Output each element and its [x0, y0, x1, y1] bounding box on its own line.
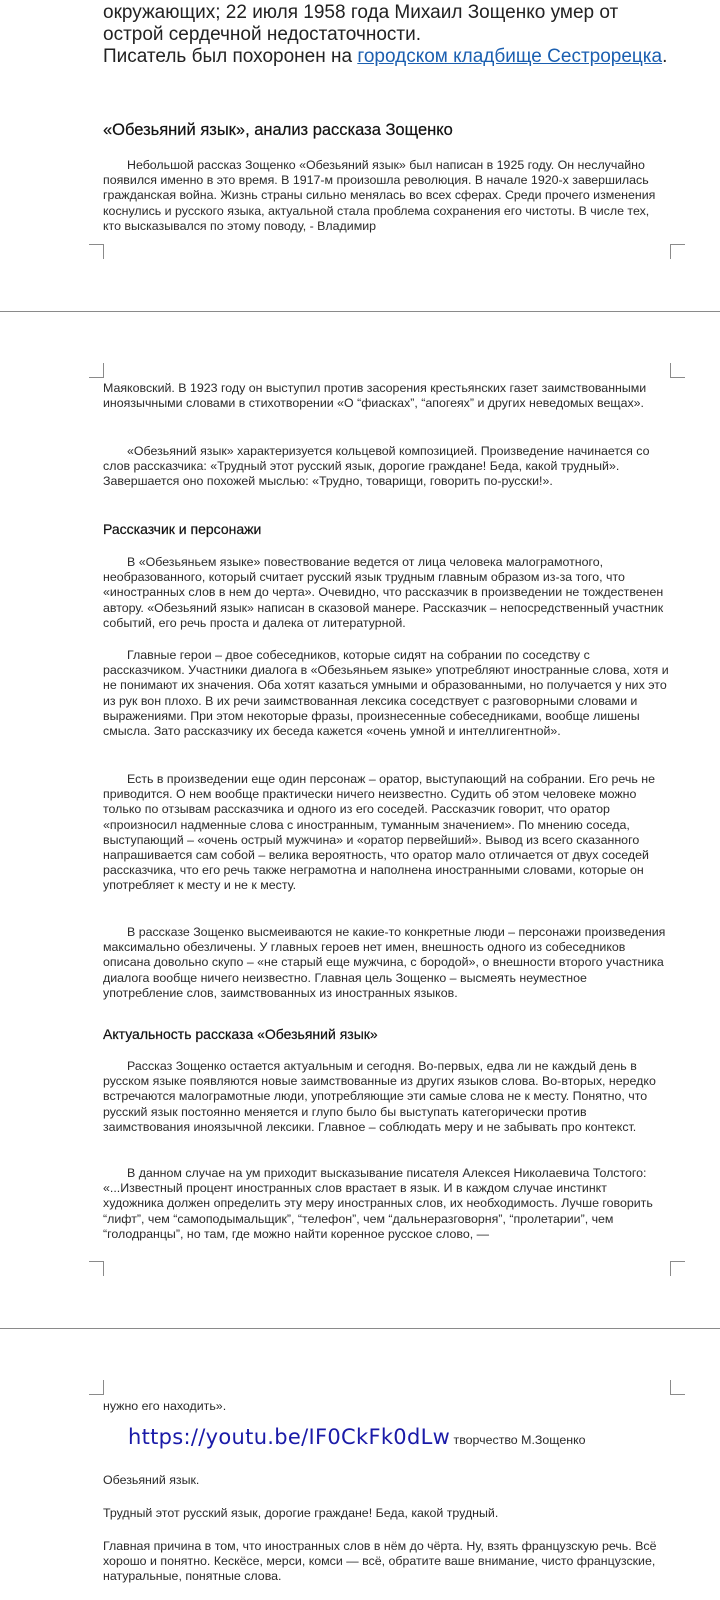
youtube-caption: творчество М.Зощенко	[450, 1433, 586, 1447]
document-page-3	[0, 1329, 720, 1600]
story-reason-paragraph: Главная причина в том, что иностранных слов в нём до чёрта. Ну, взять французскую речь. Всё хорошо и понятно. Кескёсе, мерси, комси — всё, обратите ваше внимание, чисто французские, натуральные, понятные слова.	[103, 1539, 657, 1584]
paragraph-intro-story: Небольшой рассказ Зощенко «Обезьяний язык» был написан в 1925 году. Он неслучайно появился именно в это время. В 1917-м произошла революция. В начале 1920-х завершилась гражданская война. Жизнь страны сильно менялась во всех сферах. Среди прочего изменения коснулись и русского языка, актуальной стала проблема сохранения его чистоты. В числе тех, кто высказывался по этому поводу, - Владимир	[103, 158, 656, 233]
youtube-line	[128, 1425, 688, 1449]
paragraph-narrator: В «Обезьяньем языке» повествование ведется от лица человека малограмотного, необразованного, который считает русский язык трудным главным образом из-за того, что «иностранных слов в нем до черта». Очевидно, что рассказчик в произведении не тождественен автору. «Обезьяний язык» написан в сказовой манере. Рассказчик – непосредственный участник событий, его речь проста и далека от литературной.	[103, 555, 664, 630]
intro-line-2: острой сердечной недостаточности.	[103, 24, 421, 45]
page-corner-mark	[670, 363, 685, 378]
relevance-heading: Актуальность рассказа «Обезьяний язык»	[103, 1026, 378, 1042]
intro-line-1: окружающих; 22 июля 1958 года Михаил Зощенко умер от	[103, 2, 619, 23]
page-corner-mark	[670, 244, 685, 259]
story-quote-line: Трудный этот русский язык, дорогие граждане! Беда, какой трудный.	[103, 1506, 499, 1520]
youtube-link[interactable]: https://youtu.be/IF0CkFk0dLw	[128, 1425, 451, 1449]
paragraph-tolstoy-end: нужно его находить».	[103, 1399, 227, 1413]
paragraph-orator: Есть в произведении еще один персонаж – оратор, выступающий на собрании. Его речь не приводится. О нем вообще практически ничего неизвестно. Судить об этом человеке можно только по отзывам рассказчика и одного из его соседей. Рассказчик говорит, что оратор «произносил надменные слова с иностранным, туманным значением». По мнению соседа, выступающий – «очень острый мужчина» и «оратор первейший». Вывод из всего сказанного напрашивается сам собой – велика вероятность, что оратор мало отличается от двух соседей рассказчика, что его речь также неграмотна и наполнена иностранными словами, которые он употребляет к месту и не к месту.	[103, 772, 655, 893]
document-page-1	[0, 0, 720, 311]
paragraph-heroes: Главные герои – двое собеседников, которые сидят на собрании по соседству с рассказчиком. Участники диалога в «Обезьяньем языке» употребляют иностранные слова, хотя и не понимают их значения. Оба хотят казаться умными и образованными, но получается у них это из рук вон плохо. В их речи заимствованная лексика соседствует с разговорными словами и выражениями. При этом некоторые фразы, произнесенные собеседниками, вообще лишены смысла. Зато рассказчику их беседа кажется «очень умной и интеллигентной».	[103, 648, 669, 739]
paragraph-composition: «Обезьяний язык» характеризуется кольцевой композицией. Произведение начинается со слов рассказчика: «Трудный этот русский язык, дорогие граждане! Беда, какой трудный». Завершается оно похожей мыслью: «Трудно, товарищи, говорить по-русски!».	[103, 444, 650, 489]
story-title-line: Обезьяний язык.	[103, 1473, 200, 1487]
document-page-2	[0, 312, 720, 1328]
analysis-heading: «Обезьяний язык», анализ рассказа Зощенко	[103, 121, 453, 139]
burial-suffix: .	[662, 46, 668, 67]
page-corner-mark	[89, 363, 104, 378]
narrator-heading: Рассказчик и персонажи	[103, 521, 262, 537]
paragraph-mayakovsky: Маяковский. В 1923 году он выступил против засорения крестьянских газет заимствованными иноязычными словами в стихотворении «О “фиасках”, “апогеях” и других неведомых вещах».	[103, 381, 647, 411]
page-corner-mark	[670, 1380, 685, 1395]
paragraph-tolstoy: В данном случае на ум приходит высказывание писателя Алексея Николаевича Толстого: «...Известный процент иностранных слов врастает в язык. И в каждом случае инстинкт художника должен определить эту меру иностранных слов, их необходимость. Лучше говорить “лифт”, чем “самоподымальщик”, “телефон”, чем “дальнеразговорня”, “пролетарии”, чем “голодранцы”, но там, где можно найти коренное русское слово, —	[103, 1166, 653, 1241]
paragraph-relevance: Рассказ Зощенко остается актуальным и сегодня. Во-первых, едва ли не каждый день в русском языке появляются новые заимствованные из других языков слова. Во-вторых, нередко встречаются малограмотные люди, употребляющие эти самые слова не к месту. Понятно, что русский язык постоянно меняется и глупо было бы выступать категорически против заимствования иноязычной лексики. Главное – соблюдать меру и не забывать про контекст.	[103, 1059, 656, 1134]
burial-prefix: Писатель был похоронен на	[103, 46, 358, 67]
page-corner-mark	[670, 1261, 685, 1276]
page-corner-mark	[89, 244, 104, 259]
page-corner-mark	[89, 1380, 104, 1395]
cemetery-link[interactable]: городском кладбище Сестрорецка	[357, 46, 663, 67]
intro-block	[103, 2, 669, 68]
burial-line	[103, 46, 669, 68]
page-corner-mark	[89, 1261, 104, 1276]
paragraph-mockery: В рассказе Зощенко высмеиваются не какие-то конкретные люди – персонажи произведения максимально обезличены. У главных героев нет имен, внешность одного из собеседников описана довольно скупо – «не старый еще мужчина, с бородой», о внешности второго участника диалога вообще ничего неизвестно. Главная цель Зощенко – высмеять неуместное употребление слов, заимствованных из иностранных языков.	[103, 925, 666, 1000]
